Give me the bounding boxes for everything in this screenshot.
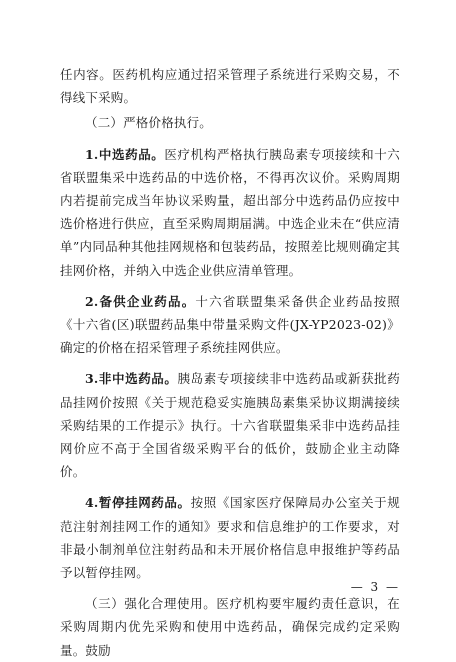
section-heading-3 (60, 592, 400, 662)
item-heading: 1.中选药品。 (85, 146, 165, 162)
paragraph-item-4 (60, 491, 400, 584)
item-heading: 4.暂停挂网药品。 (85, 495, 191, 511)
section-heading-2 (60, 111, 400, 134)
page-number: — 3 — (350, 580, 400, 594)
paragraph-text: 按照《国家医疗保障局办公室关于规范注射剂挂网工作的通知》要求和信息维护的工作要求，对非最小制剂单位注射药品和未开展价格信息申报维护等药品予以暂停挂网。 (60, 495, 400, 581)
paragraph-continuation (60, 63, 400, 109)
paragraph-text: 医疗机构严格执行胰岛素专项接续和十六省联盟集采中选药品的中选价格，不得再次议价。采购周期内若提前完成当年协议采购量，超出部分中选药品仍应按中选价格进行供应，直至采购周期届满。中选企业未在“供应清单”内同品种其他挂网规格和包装药品，按照差比规则确定其挂网价格，并纳入中选企业供应清单管理。 (60, 146, 400, 278)
body-text (60, 63, 400, 662)
paragraph-item-2 (60, 290, 400, 360)
item-heading: 3.非中选药品。 (85, 371, 178, 387)
paragraph-item-3 (60, 367, 400, 483)
paragraph-item-1 (60, 143, 400, 282)
paragraph-text: （二）严格价格执行。 (85, 115, 213, 131)
paragraph-text: 任内容。医药机构应通过招采管理子系统进行采购交易，不得线下采购。 (60, 67, 400, 106)
paragraph-text: （三）强化合理使用。医疗机构要牢履约责任意识，在采购周期内优先采购和使用中选药品，确保完成约定采购量。鼓励 (60, 596, 400, 658)
paragraph-text: 胰岛素专项接续非中选药品或新获批药品挂网价按照《关于规范稳妥实施胰岛素集采协议期满接续采购结果的工作提示》执行。十六省联盟集采非中选药品挂网价应不高于全国省级采购平台的低价，鼓励企业主动降价。 (60, 371, 400, 480)
paragraph-text: 十六省联盟集采备供企业药品按照《十六省(区)联盟药品集中带量采购文件(JX-YP2023-02)》确定的价格在招采管理子系统挂网供应。 (60, 293, 400, 356)
item-heading: 2.备供企业药品。 (85, 293, 196, 309)
